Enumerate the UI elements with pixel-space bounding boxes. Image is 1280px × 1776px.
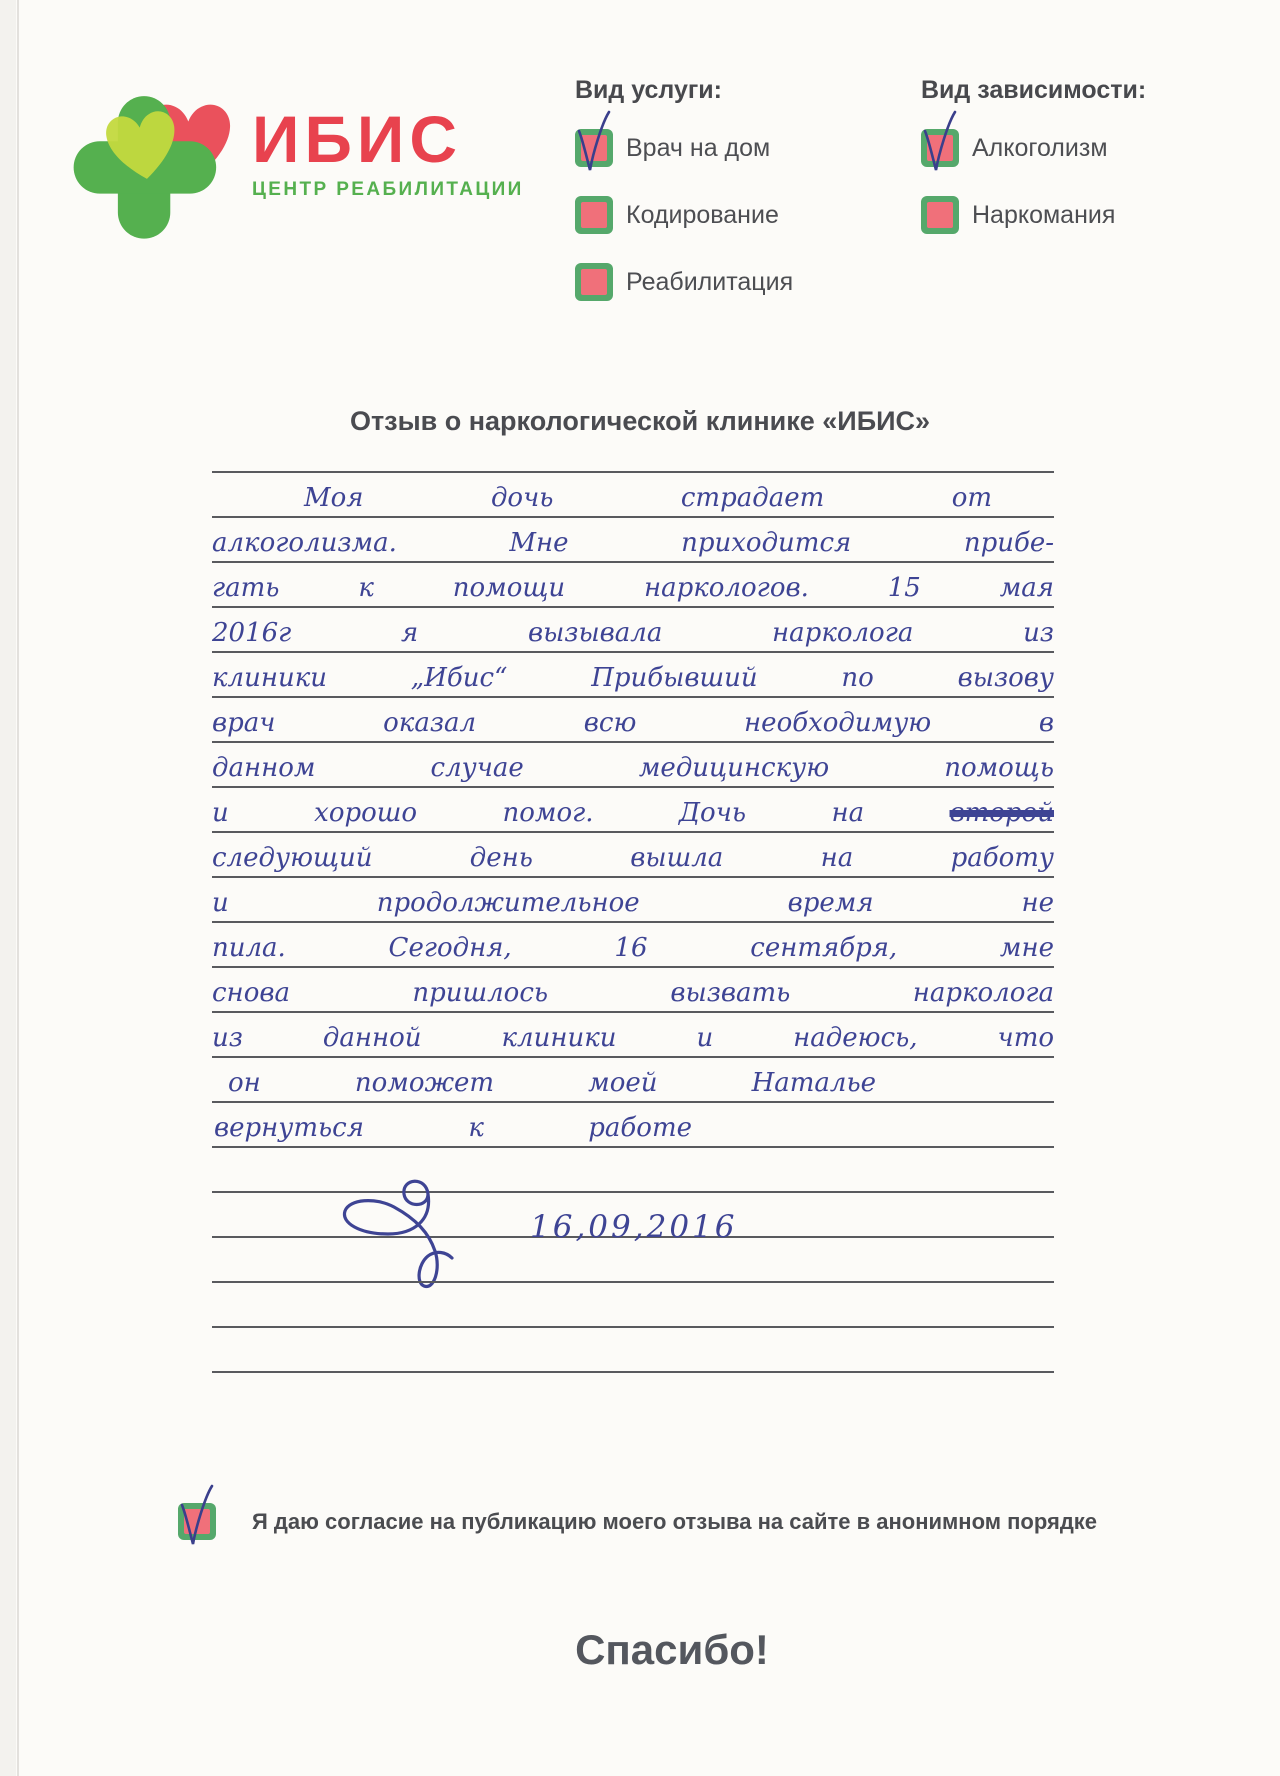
checkbox-doctor-at-home[interactable] [575, 129, 613, 167]
checkbox-drug-addiction[interactable] [921, 196, 959, 234]
handwriting-line: и хорошо помог. Дочь на второй [212, 788, 1054, 833]
ruled-line [212, 428, 1054, 473]
handwriting-line: 2016г я вызывала нарколога из [212, 608, 1054, 653]
clinic-logo [72, 88, 524, 246]
option-row-drug-addiction [921, 196, 1146, 234]
option-label-alcoholism: Алкоголизм [972, 133, 1108, 162]
handwriting-line: данном случае медицинскую помощь [212, 743, 1054, 788]
checkbox-coding[interactable] [575, 196, 613, 234]
option-label-rehabilitation: Реабилитация [626, 267, 794, 296]
signature-row [212, 1193, 1054, 1245]
handwriting-line: врач оказал всю необходимую в [212, 698, 1054, 743]
handwritten-check-icon [175, 1483, 217, 1549]
handwritten-check-icon [572, 109, 614, 175]
consent-label: Я даю согласие на публикацию моего отзыва на сайте в анонимном порядке [252, 1508, 1098, 1534]
handwriting-line: из данной клиники и надеюсь, что [212, 1013, 1054, 1058]
thanks-text: Спасибо! [575, 1626, 769, 1673]
handwritten-review-area [212, 428, 1054, 1373]
option-label-coding: Кодирование [626, 200, 779, 229]
logo-subtitle: ЦЕНТР РЕАБИЛИТАЦИИ [252, 179, 524, 200]
dependency-type-section [921, 76, 1146, 263]
option-row-doctor-at-home [575, 129, 793, 167]
handwriting-line: вернуться к работе [212, 1103, 1054, 1148]
dependency-type-heading: Вид зависимости: [921, 76, 1147, 104]
ruled-line [212, 1283, 1054, 1328]
handwriting-line: алкоголизма. Мне приходится прибе- [212, 518, 1054, 563]
handwriting-line: снова пришлось вызвать нарколога [212, 968, 1054, 1013]
option-row-coding [575, 196, 793, 234]
handwriting-line: следующий день вышла на работу [212, 833, 1054, 878]
handwriting-line: гать к помощи наркологов. 15 мая [212, 563, 1054, 608]
ibis-cross-heart-icon [72, 88, 244, 246]
consent-row [178, 1503, 1097, 1540]
ruled-line [212, 1328, 1054, 1373]
handwritten-check-icon [918, 109, 960, 175]
option-row-alcoholism [921, 129, 1146, 167]
option-row-rehabilitation [575, 263, 793, 301]
checkbox-rehabilitation[interactable] [575, 263, 613, 301]
ruled-line [212, 1238, 1054, 1283]
option-label-drug-addiction: Наркомания [972, 200, 1116, 229]
handwriting-line: он поможет моей Наталье [212, 1058, 1054, 1103]
logo-text [252, 88, 524, 201]
handwriting-line: Моя дочь страдает от [212, 473, 1054, 518]
handwriting-line: пила. Сегодня, 16 сентября, мне [212, 923, 1054, 968]
service-type-heading: Вид услуги: [575, 76, 722, 104]
handwriting-line: и продолжительное время не [212, 878, 1054, 923]
review-title: Отзыв о наркологической клинике «ИБИС» [349, 406, 931, 436]
crossed-out-word: второй [949, 798, 1054, 828]
logo-brand-name: ИБИС [252, 102, 462, 176]
handwriting-line: клиники „Ибис“ Прибывший по вызову [212, 653, 1054, 698]
review-date: 16,09,2016 [530, 1209, 738, 1245]
checkbox-consent[interactable] [178, 1503, 216, 1540]
service-type-section [575, 76, 793, 330]
option-label-doctor-at-home: Врач на дом [626, 133, 771, 162]
checkbox-alcoholism[interactable] [921, 129, 959, 167]
